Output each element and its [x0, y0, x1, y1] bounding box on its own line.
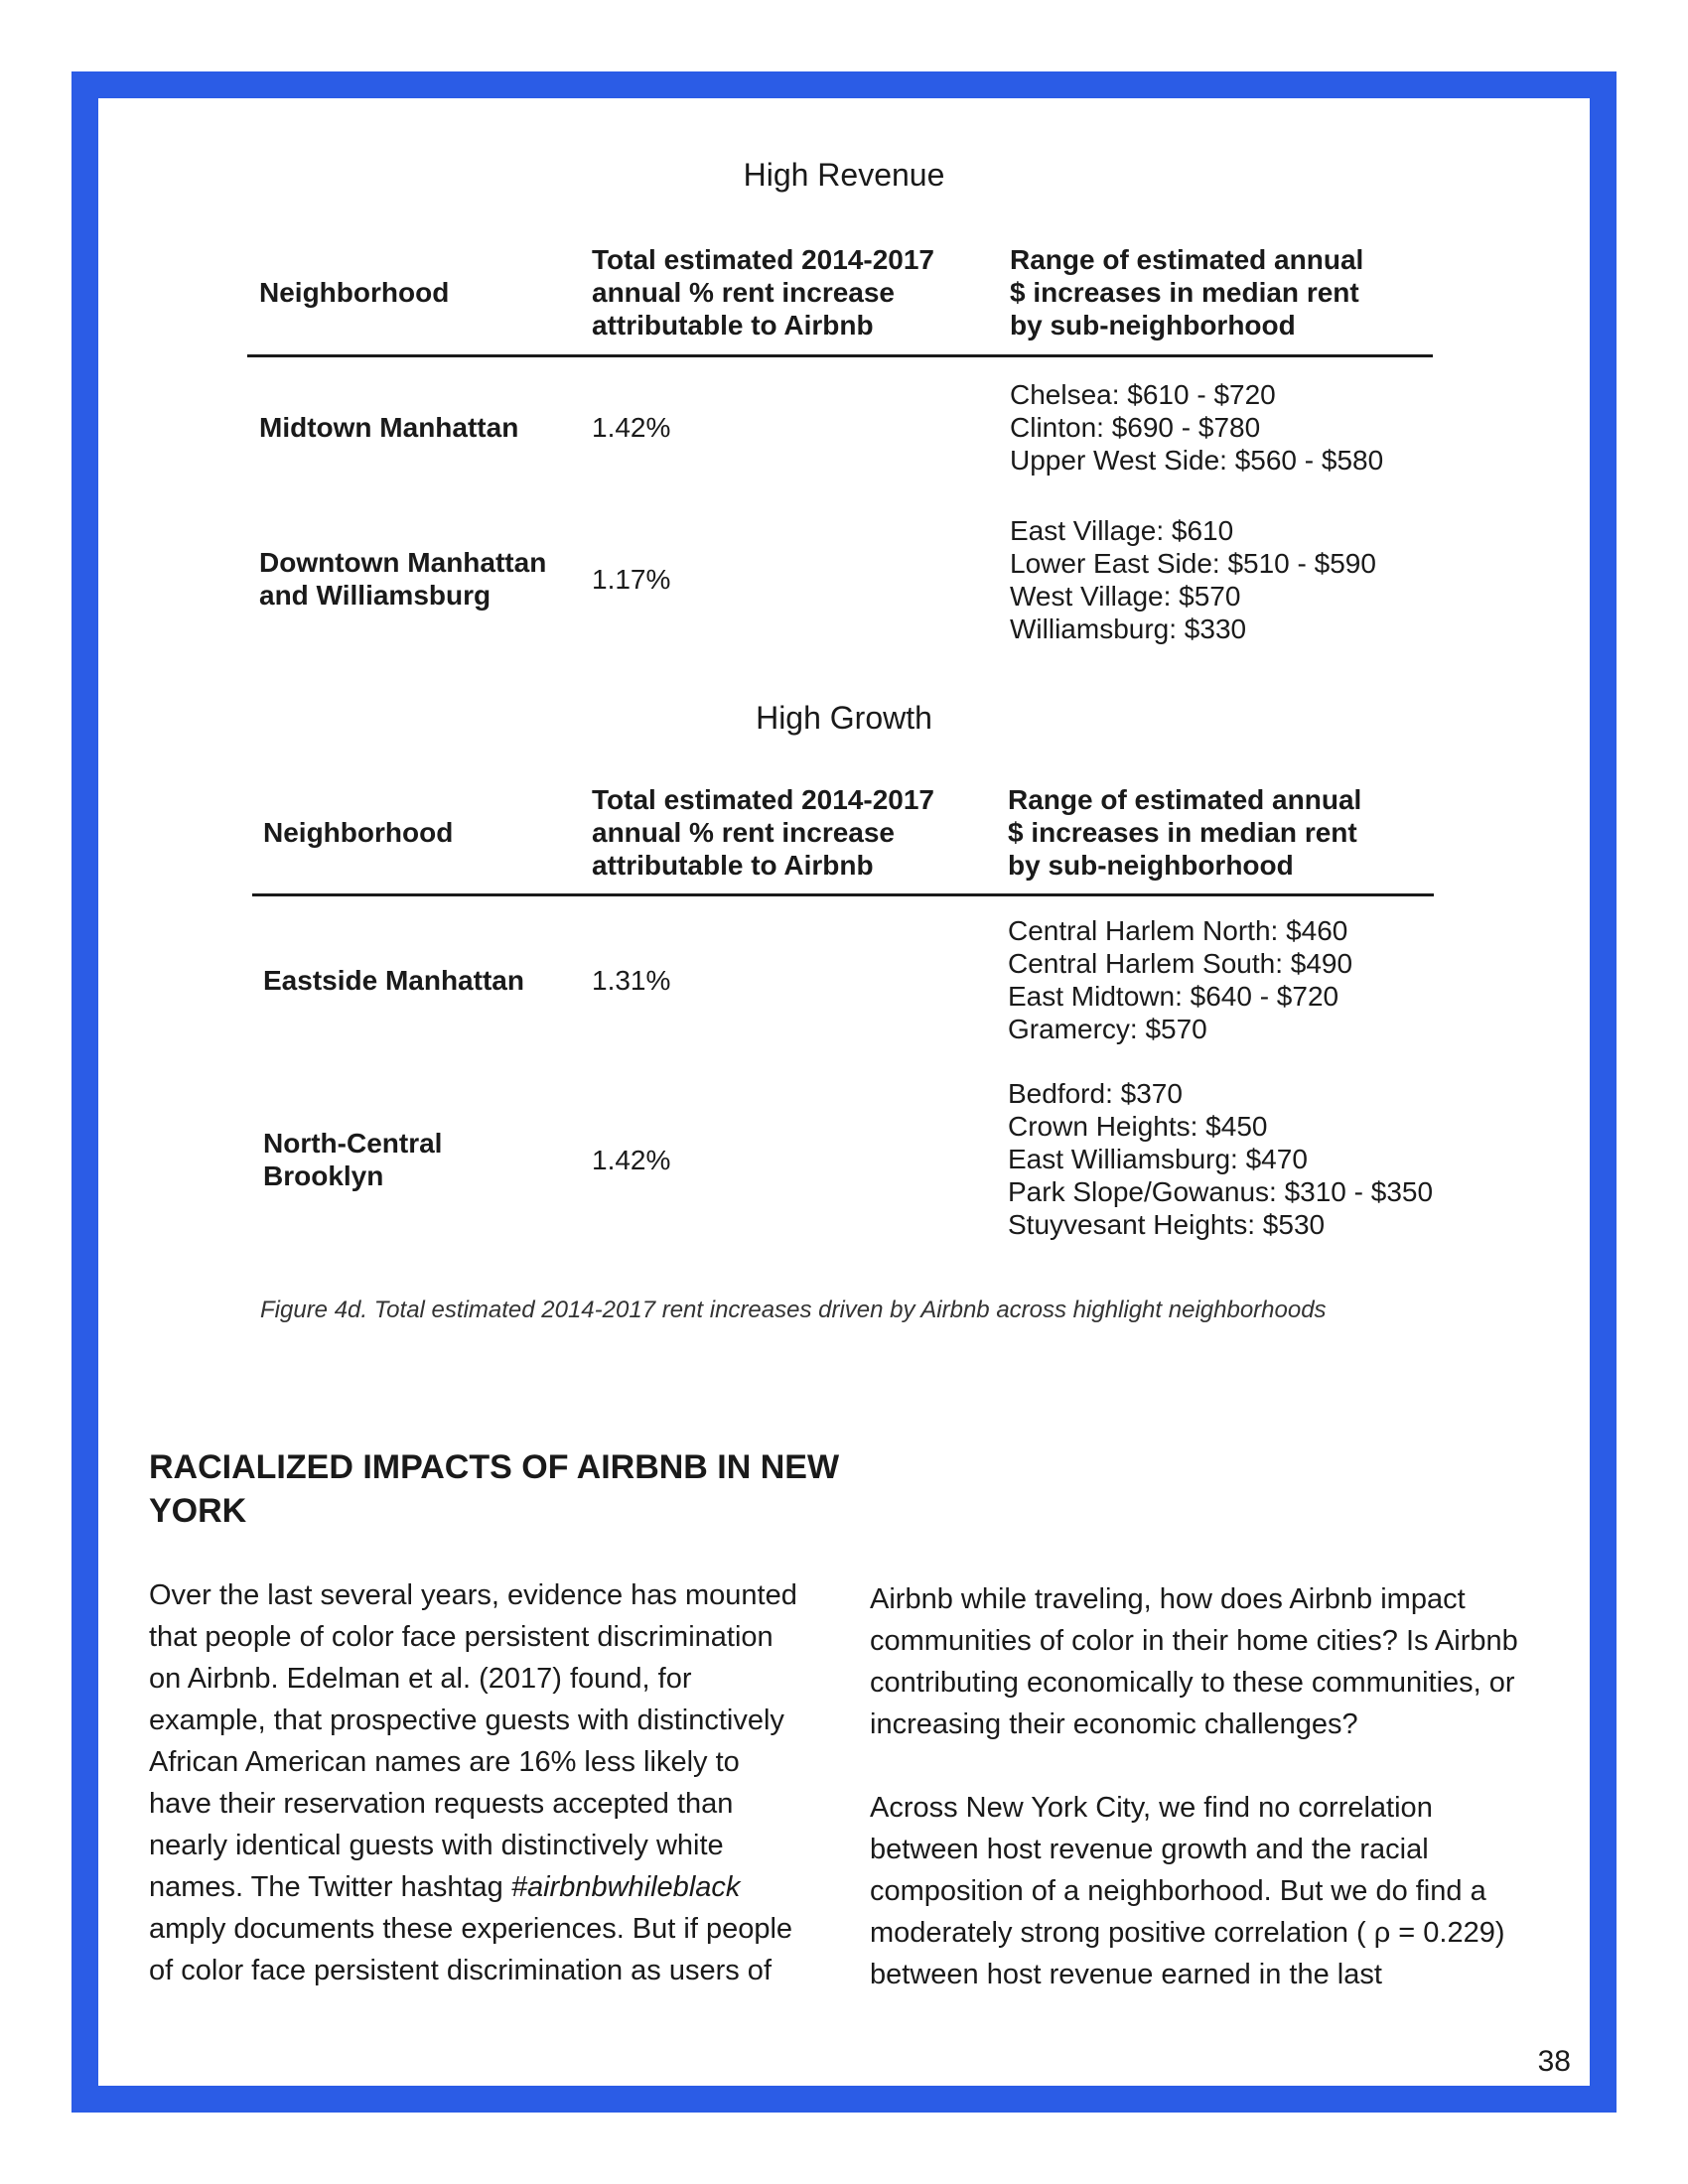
header-pct-increase: Total estimated 2014-2017 annual % rent increase attributable to Airbnb [592, 784, 934, 881]
row-neighborhood: Downtown Manhattan and Williamsburg [259, 547, 547, 611]
subneighborhood: Upper West Side: $560 - $580 [1010, 445, 1384, 476]
paragraph: Across New York City, we find no correlation between host revenue growth and the racial composition of a neighborhood. But we do find a moderately strong positive correlation ( ρ = 0.229) between host revenue earned in the last [870, 1792, 1505, 1990]
subneighborhood: Park Slope/Gowanus: $310 - $350 [1008, 1176, 1434, 1207]
paragraph: Airbnb while traveling, how does Airbnb impact communities of color in their home cities? Is Airbnb contributing economically to these communities, or increasing their economic challenges? [870, 1583, 1518, 1740]
figure-caption: Figure 4d. Total estimated 2014-2017 rent increases driven by Airbnb across highlight neighborhoods [260, 1297, 1327, 1323]
subneighborhood: West Village: $570 [1010, 581, 1241, 612]
row-subneighborhoods [1010, 514, 1376, 645]
table-rule [247, 354, 1433, 357]
row-neighborhood: North-Central Brooklyn [263, 1128, 443, 1191]
subneighborhood: Central Harlem South: $490 [1008, 948, 1353, 979]
header-range: Range of estimated annual $ increases in median rent by sub-neighborhood [1008, 784, 1362, 881]
subneighborhood: Stuyvesant Heights: $530 [1008, 1209, 1326, 1240]
header-neighborhood: Neighborhood [259, 277, 450, 308]
row-pct: 1.31% [592, 965, 671, 996]
header-neighborhood: Neighborhood [263, 817, 454, 848]
row-subneighborhoods [1010, 378, 1383, 477]
table-title-high-growth: High Growth [756, 700, 932, 736]
subneighborhood: Chelsea: $610 - $720 [1010, 379, 1276, 410]
row-pct: 1.42% [592, 412, 671, 443]
section-heading: RACIALIZED IMPACTS OF AIRBNB IN NEW YORK [149, 1448, 840, 1530]
paragraph-text: Over the last several years, evidence has mounted that people of color face persistent discrimination on Airbnb. Edelman et al. (2017) found, for example, that prospective guests with distinctively African American names are 16% less likely to have their reservation requests accepted than nearly identical guests with distinctively white names. The Twitter hashtag [149, 1579, 797, 1903]
header-pct-increase: Total estimated 2014-2017 annual % rent increase attributable to Airbnb [592, 244, 934, 341]
subneighborhood: Gramercy: $570 [1008, 1014, 1207, 1044]
subneighborhood: Central Harlem North: $460 [1008, 915, 1348, 946]
subneighborhood: Bedford: $370 [1008, 1078, 1183, 1109]
row-neighborhood: Midtown Manhattan [259, 412, 519, 443]
row-subneighborhoods [1008, 1077, 1433, 1241]
row-pct: 1.17% [592, 564, 671, 595]
paragraph-text: amply documents these experiences. But if people of color face persistent discrimination as users of [149, 1913, 793, 1986]
table-title-high-revenue: High Revenue [743, 157, 945, 193]
row-neighborhood: Eastside Manhattan [263, 965, 524, 996]
subneighborhood: Lower East Side: $510 - $590 [1010, 548, 1376, 579]
subneighborhood: East Williamsburg: $470 [1008, 1144, 1308, 1174]
row-pct: 1.42% [592, 1145, 671, 1175]
subneighborhood: East Village: $610 [1010, 515, 1234, 546]
hashtag: #airbnbwhileblack [510, 1871, 741, 1903]
body-column-right [870, 1578, 1545, 1995]
paragraph [149, 1574, 809, 1991]
page-number: 38 [1537, 2045, 1571, 2078]
subneighborhood: Williamsburg: $330 [1010, 614, 1247, 644]
subneighborhood: East Midtown: $640 - $720 [1008, 981, 1339, 1012]
subneighborhood: Crown Heights: $450 [1008, 1111, 1268, 1142]
row-subneighborhoods [1008, 914, 1352, 1045]
table-rule [252, 893, 1434, 896]
header-range: Range of estimated annual $ increases in median rent by sub-neighborhood [1010, 244, 1364, 341]
body-column-left [149, 1574, 809, 1991]
subneighborhood: Clinton: $690 - $780 [1010, 412, 1261, 443]
